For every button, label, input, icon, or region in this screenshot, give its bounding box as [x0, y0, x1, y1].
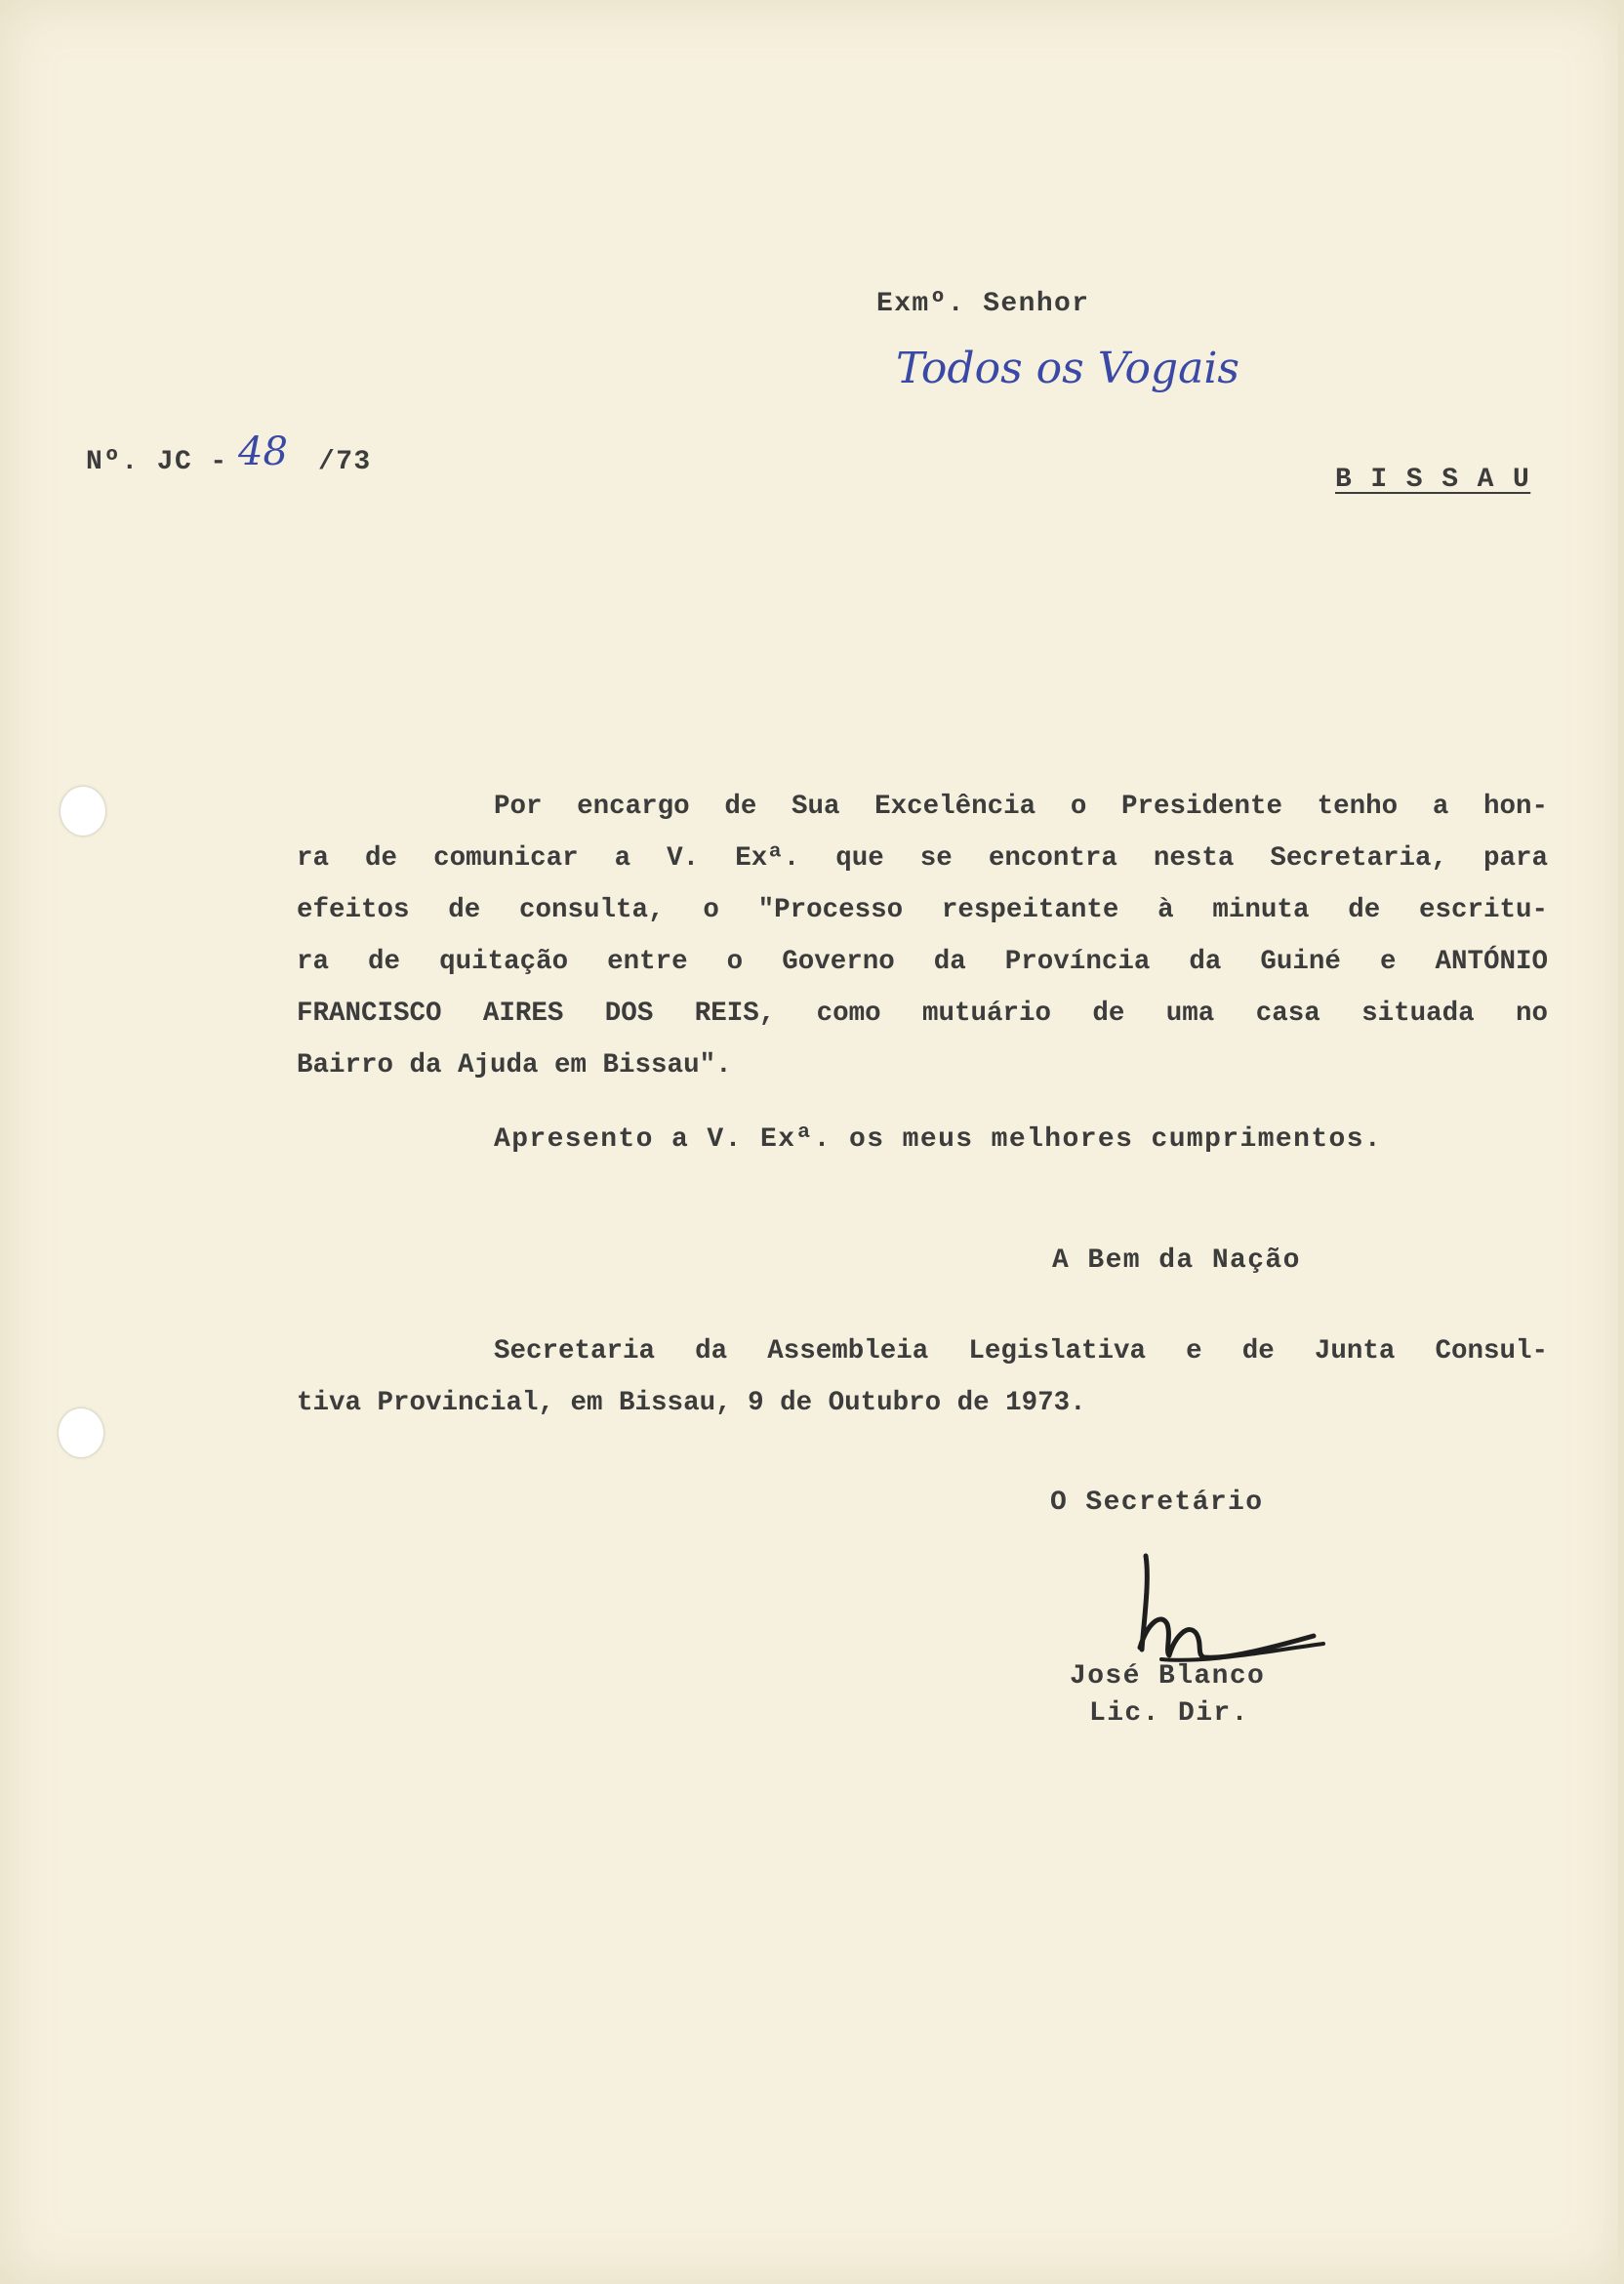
paragraph-1-line: ra de comunicar a V. Exª. que se encontra nesta Secretaria, para: [297, 843, 1548, 874]
paragraph-1-line: Por encargo de Sua Excelência o Presidente tenho a hon-: [494, 792, 1548, 822]
signer-degree: Lic. Dir.: [1089, 1698, 1249, 1729]
reference-typed-prefix: Nº. JC -: [86, 447, 228, 477]
signer-name: José Blanco: [1070, 1661, 1266, 1692]
recipient-handwritten: Todos os Vogais: [896, 344, 1239, 393]
paragraph-1-line: Bairro da Ajuda em Bissau".: [297, 1050, 732, 1081]
paragraph-1-line: efeitos de consulta, o "Processo respeitante à minuta de escritu-: [297, 895, 1548, 925]
paragraph-2: Apresento a V. Exª. os meus melhores cumprimentos.: [494, 1124, 1383, 1155]
place-date-line: tiva Provincial, em Bissau, 9 de Outubro de 1973.: [297, 1388, 1086, 1418]
place-date: [297, 1326, 1548, 1429]
closing: A Bem da Nação: [1052, 1245, 1301, 1276]
salutation: Exmº. Senhor: [876, 289, 1090, 319]
signer-title: O Secretário: [1050, 1488, 1264, 1518]
punch-hole-bottom: [59, 1408, 103, 1457]
city-heading: B I S S A U: [1335, 465, 1531, 495]
paragraph-1: [297, 781, 1548, 1091]
paragraph-1-line: ra de quitação entre o Governo da Província da Guiné e ANTÓNIO: [297, 947, 1548, 977]
reference-handwritten: 48: [238, 429, 288, 474]
place-date-line: Secretaria da Assembleia Legislativa e de Junta Consul-: [494, 1336, 1548, 1366]
reference-typed-suffix: /73: [318, 447, 372, 477]
punch-hole-top: [61, 787, 105, 836]
signature-mark: [1118, 1542, 1333, 1698]
page-edge: [1618, 0, 1624, 2284]
paragraph-1-line: FRANCISCO AIRES DOS REIS, como mutuário de uma casa situada no: [297, 999, 1548, 1029]
